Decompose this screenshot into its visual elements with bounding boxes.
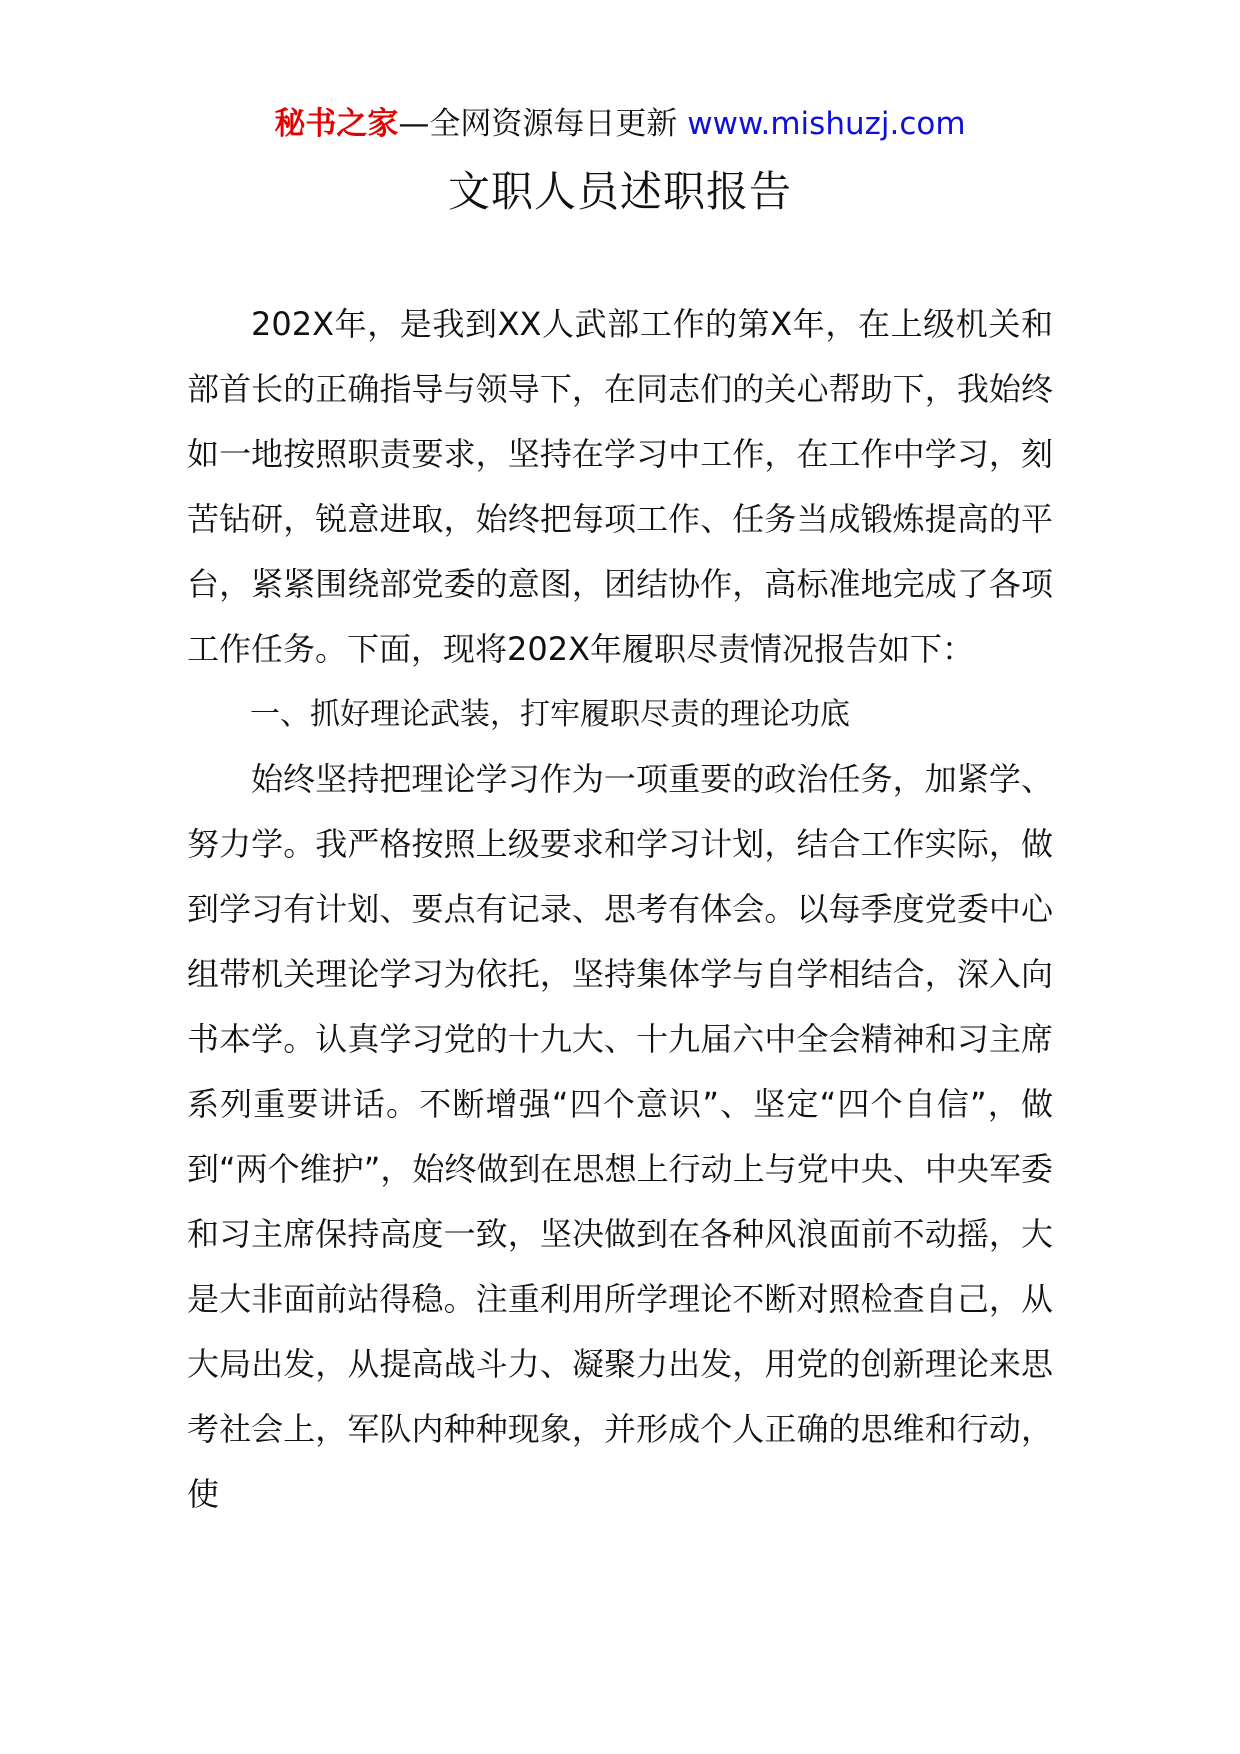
section-heading-1: 一、抓好理论武装，打牢履职尽责的理论功底 (250, 697, 850, 732)
header-slogan: —全网资源每日更新 (398, 106, 688, 142)
site-header (0, 104, 1240, 144)
site-url-link[interactable]: www.mishuzj.com (687, 106, 966, 142)
intro-paragraph: 202X年，是我到XX人武部工作的第X年，在上级机关和部首长的正确指导与领导下，在同志们的关心帮助下，我始终如一地按照职责要求，坚持在学习中工作，在工作中学习，刻苦钻研，锐意进取，始终把每项工作、任务当成锻炼提高的平台，紧紧围绕部党委的意图，团结协作，高标准地完成了各项工作任务。下面，现将202X年履职尽责情况报告如下： (187, 305, 1053, 668)
brand-name: 秘书之家 (274, 106, 399, 142)
document-title: 文职人员述职报告 (447, 167, 792, 216)
section-1-paragraph: 始终坚持把理论学习作为一项重要的政治任务，加紧学、努力学。我严格按照上级要求和学习计划，结合工作实际，做到学习有计划、要点有记录、思考有体会。以每季度党委中心组带机关理论学习为依托，坚持集体学与自学相结合，深入向书本学。认真学习党的十九大、十九届六中全会精神和习主席系列重要讲话。不断增强“四个意识”、坚定“四个自信”，做到“两个维护”，始终做到在思想上行动上与党中央、中央军委和习主席保持高度一致，坚决做到在各种风浪面前不动摇，大是大非面前站得稳。注重利用所学理论不断对照检查自己，从大局出发，从提高战斗力、凝聚力出发，用党的创新理论来思考社会上，军队内种种现象，并形成个人正确的思维和行动，使 (187, 760, 1053, 1513)
document-body (187, 292, 1053, 1527)
